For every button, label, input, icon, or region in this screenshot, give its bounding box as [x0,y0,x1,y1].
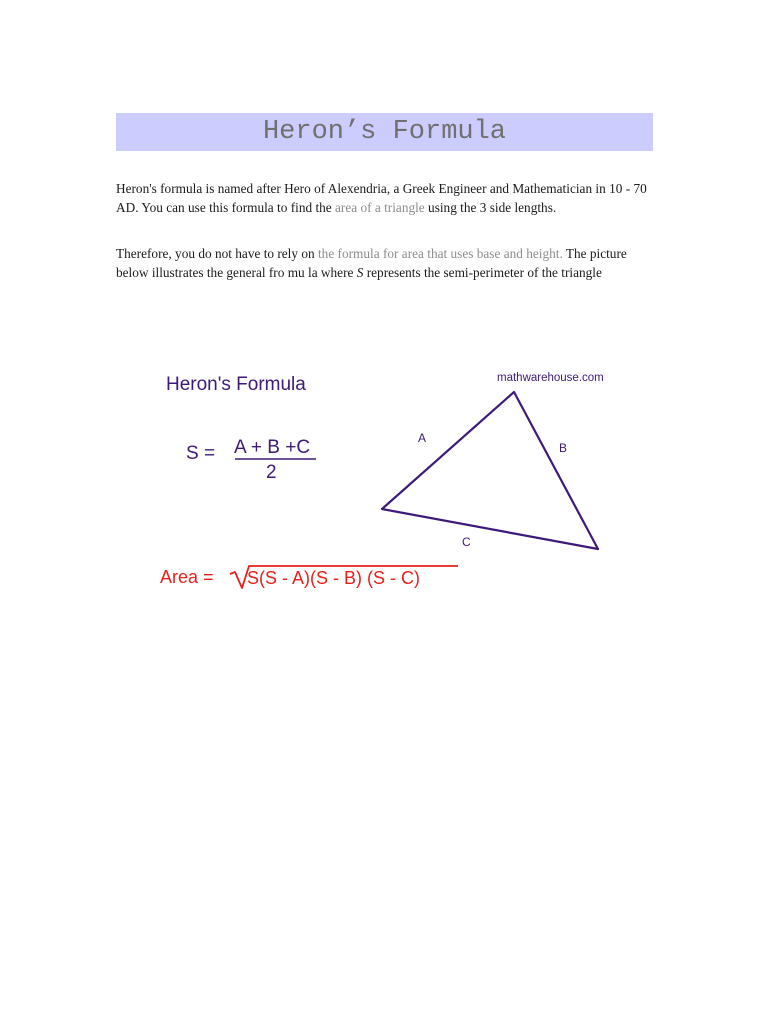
explanation-text-middle: The picture below illustrates the general fro mu la where [116,246,627,280]
side-c-label: C [462,535,471,549]
figure-heading: Heron's Formula [166,374,306,395]
area-label: Area = [160,567,214,587]
heron-formula-figure [150,360,630,600]
area-of-triangle-link[interactable]: area of a triangle [335,199,425,215]
s-label: S = [186,443,216,464]
explanation-text-after: represents the semi-perimeter of the triangle [363,264,602,280]
explanation-text-before: Therefore, you do not have to rely on [116,246,318,261]
intro-text-before: Heron's formula is named after Hero of Alexendria, a Greek Engineer and Mathematician in 10 - 70 AD. You can use this formula to find the [116,181,647,215]
intro-text-after: using the 3 side lengths. [424,199,557,215]
intro-paragraph [116,180,656,217]
figure-svg [150,360,630,600]
side-b-label: B [559,441,568,455]
s-numerator: A + B +C [234,437,311,458]
s-denominator: 2 [266,462,277,483]
figure-watermark: mathwarehouse.com [497,372,604,384]
s-variable: S [356,264,364,280]
side-a-label: A [418,431,427,445]
triangle [382,392,598,549]
title-bar [116,113,653,151]
area-expression: S(S - A)(S - B) (S - C) [247,568,420,588]
page-title: Heron’s Formula [262,117,507,147]
explanation-paragraph [116,245,656,282]
base-height-formula-link[interactable]: the formula for area that uses base and height. [317,246,563,261]
